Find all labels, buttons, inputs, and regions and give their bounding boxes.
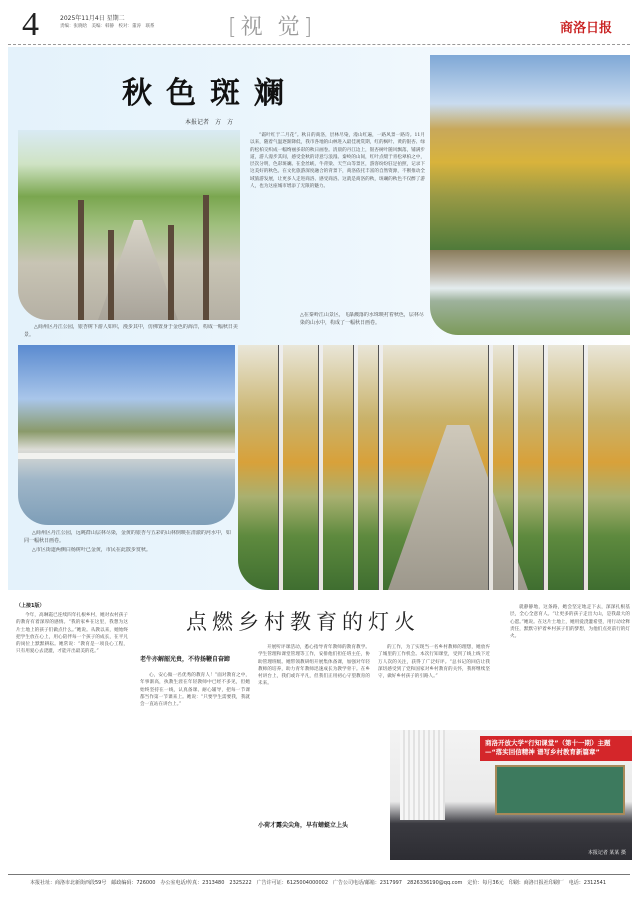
subhead-1: 老牛亦解韶光贵，不待扬鞭自奋蹄 bbox=[140, 656, 231, 663]
article-title: 点燃乡村教育的灯火 bbox=[186, 610, 420, 634]
caption-trees: △市区街道两侧白杨树叶已金黄，市民在此散步赏秋。 bbox=[32, 547, 151, 553]
article-col-1: 今年，高琳霞已连续四年扎根乡村，她对农村孩子的教育有着深厚的感情。“我的家乡在这里，我想为这片土地上的孩子们做点什么。”她说。从教以来，她始终把学生放在心上，用心陪伴每一个孩子的成长，在平凡的岗位上默默耕耘。她常说：“教育是一项良心工程，只有用爱心去浇灌，才能开出最美的花。” bbox=[16, 613, 128, 655]
article-col-3: 开展听评课活动，悉心指导青年教师的教育教学。学生管理和课堂管理等工作，安排他们担任班主任，协助管理班级。她带领教研组开展集体备课，加强对年轻教师的培养，助力青年教师迅速成长为教学骨干。在乡村讲台上，我们或许平凡，但我们正用初心守望教育的未来。 bbox=[258, 645, 370, 687]
section-title: [视 觉] bbox=[228, 15, 317, 40]
feature-byline: 本报记者 方 方 bbox=[185, 119, 234, 126]
caption-river-bridge: △商州区丹江公园，远眺群山层林尽染，金黄的银杏与五彩的山林倒映在清澈的河水中，如同一幅秋日画卷。 bbox=[24, 530, 231, 544]
article-col-2: 心，安心做一名优秀的教育人！”面对教育之中，年事渐高，执教生涯在年轻教师中已经不多见，但她始终坚持在一线，认真备课、耐心辅导，把每一节课都当作第一节课来上。她说：“只要学生需要我，我就会一直站在讲台上。” bbox=[140, 673, 250, 708]
photo-mountain-pavilion bbox=[430, 55, 630, 250]
photo-river-bridge bbox=[18, 345, 235, 525]
caption-waterfall: △在秦岭江山景区，飞瀑溅落的水珠映衬着秋色，层林尽染的山水中，构成了一幅秋日画卷。 bbox=[300, 312, 424, 326]
event-banner: 商洛开放大学“行知课堂”（第十一期）主题 —“落实回信精神 谱写乡村教育新篇章” bbox=[480, 736, 632, 761]
newspaper-logo: 商洛日报 bbox=[560, 21, 613, 36]
photo-classroom-event bbox=[390, 730, 632, 860]
photo-ginkgo-path bbox=[18, 130, 240, 320]
article-col-4: 的工作，为了实现当一名乡村教师的理想，她放弃了城里的工作机会。本次行知课堂，受到了线上线下近万人次的关注，获得了广泛好评。“总书记的回信让我深切感受到了党和国家对乡村教育的关怀，我将继续坚守，做好乡村孩子的引路人。” bbox=[378, 645, 490, 680]
header-divider bbox=[8, 44, 630, 45]
editors-line: 责编：张晓晗 美编：韩静 校对：董涛 联系 bbox=[60, 24, 155, 29]
photo-waterfall bbox=[430, 250, 630, 335]
footer-divider bbox=[8, 874, 630, 875]
article-col-5: 就静静地，这条路，她会坚定地走下去，深深扎根基层，全心全意育人。“让更多的孩子走出大山，是我最大的心愿。”她说。在这片土地上，她用爱浇灌希望，用行动诠释责任，默默守护着乡村孩子们的梦想，为他们点亮前行的灯火。 bbox=[510, 605, 630, 640]
subhead-2: 小荷才露尖尖角，早有蜻蜓立上头 bbox=[258, 822, 349, 829]
caption-ginkgo-path: △商州区丹江公园，银杏树下游人如织，漫步其中，仿佛置身于金色的海洋，构成一幅秋日美景。 bbox=[24, 324, 238, 338]
issue-date: 2025年11月4日 星期二 bbox=[60, 15, 125, 22]
photo-credit: 本报记者 某某 摄 bbox=[587, 850, 626, 856]
photo-birch-avenue bbox=[238, 345, 630, 590]
publisher-footer: 本报社址：商洛市北新街西段59号 邮政编码：726000 办公室电话/传真：2313480 2325222 广告许可证：6125004000002 广告公司电话/邮箱：2317997 2826336190@qq.com 定价：每月36元 印刷：商洛日报社印刷厂 电话：2312541 bbox=[30, 880, 607, 886]
feature-body: “霜叶红于二月花”。秋日的商洛，层林尽染，漫山红遍，一路风景一路诗。11月以来，随着气温逐渐降低，我市各地的山林进入最佳观赏期，红的枫叶、黄的银杏、绿的松柏交织成一幅绚丽多彩的秋日画卷。清晨的丹江边上，银杏树叶随风飘落，铺满步道，游人漫步其间，感受金秋的诗意与浪漫。秦岭的山间，红叶点缀于青松翠柏之中，层次分明，色彩斑斓。在金丝峡、牛背梁、天竺山等景区，游客纷纷驻足拍照，记录下这美好的秋色。在文化旅游深度融合的背景下，商洛依托丰富的自然资源，不断推动全域旅游发展，让更多人走进商洛、感受商洛。这就是商洛的秋，斑斓的秋色不仅醉了游人，也为这座城市增添了无限的魅力。 bbox=[250, 133, 425, 190]
feature-title: 秋色斑斓 bbox=[122, 76, 298, 111]
continued-label: （上接1版） bbox=[16, 603, 45, 609]
page-number: 4 bbox=[22, 6, 39, 43]
